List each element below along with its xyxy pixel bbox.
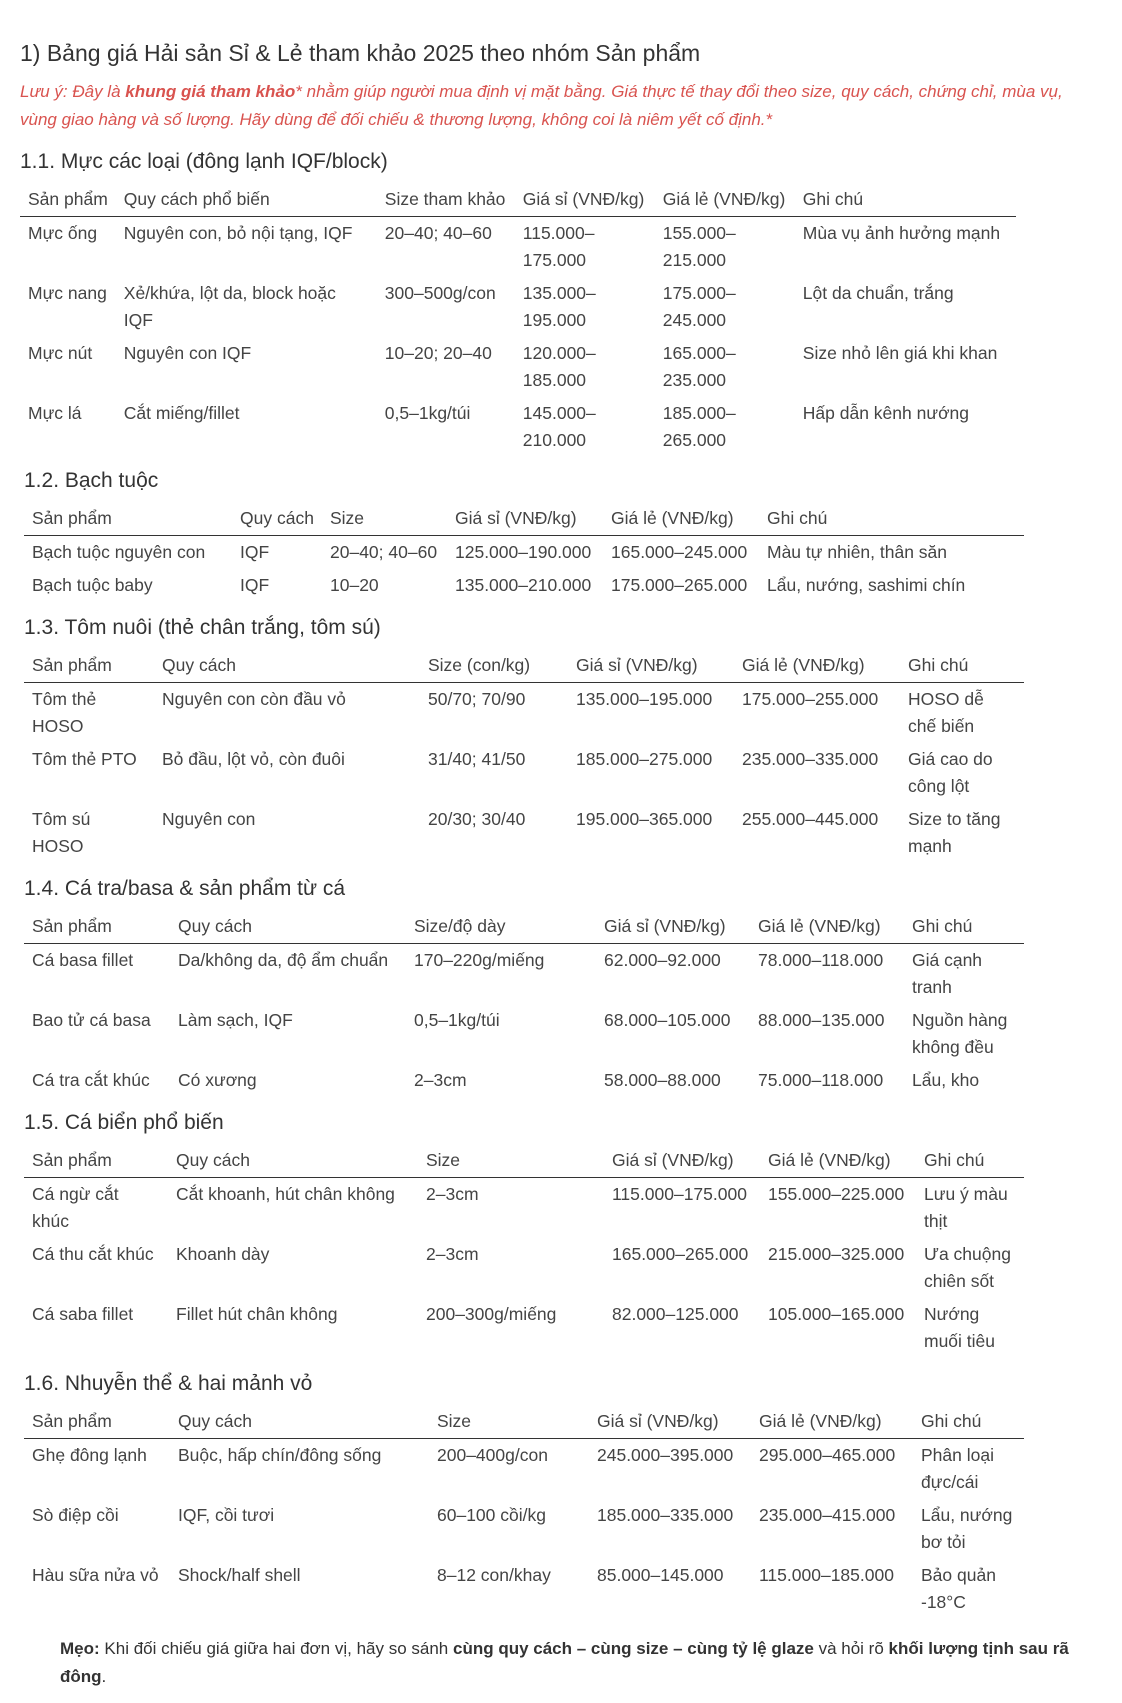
cell-retail: 175.000–245.000 bbox=[662, 283, 736, 330]
cell-note: Ưa chuộng chiên sốt bbox=[924, 1244, 1011, 1291]
table-row bbox=[24, 1004, 1024, 1064]
table-row bbox=[24, 536, 1024, 570]
table-row bbox=[24, 944, 1024, 1005]
cell-retail: 155.000–225.000 bbox=[768, 1184, 905, 1204]
price-table bbox=[24, 503, 1024, 602]
col-header: Size bbox=[322, 503, 447, 536]
cell-size: 0,5–1kg/túi bbox=[384, 403, 471, 423]
table-row bbox=[20, 277, 1016, 337]
col-header: Sản phẩm bbox=[24, 503, 232, 536]
col-header: Giá sỉ (VNĐ/kg) bbox=[589, 1406, 751, 1439]
table-row bbox=[20, 217, 1016, 278]
cell-spec: Nguyên con còn đầu vỏ bbox=[162, 689, 346, 709]
cell-retail: 255.000–445.000 bbox=[742, 809, 879, 829]
section-title: 1.3. Tôm nuôi (thẻ chân trắng, tôm sú) bbox=[24, 616, 381, 639]
col-header: Ghi chú bbox=[900, 650, 1024, 683]
cell-size: 10–20 bbox=[330, 575, 379, 595]
section-title: 1.1. Mực các loại (đông lạnh IQF/block) bbox=[20, 150, 388, 173]
table-row bbox=[20, 397, 1016, 457]
cell-size: 200–400g/con bbox=[437, 1445, 548, 1465]
col-header: Ghi chú bbox=[795, 184, 1016, 217]
cell-note: Lẩu, kho bbox=[912, 1070, 980, 1090]
cell-product: Cá ngừ cắt khúc bbox=[32, 1184, 119, 1231]
cell-product: Hàu sữa nửa vỏ bbox=[32, 1565, 159, 1585]
table-row bbox=[20, 337, 1016, 397]
table-row bbox=[24, 743, 1024, 803]
cell-product: Bạch tuộc baby bbox=[32, 575, 153, 595]
section-squid bbox=[20, 148, 1092, 457]
cell-note: Giá cao do công lột bbox=[908, 749, 993, 796]
cell-size: 300–500g/con bbox=[384, 283, 496, 303]
cell-wholesale: 62.000–92.000 bbox=[604, 950, 721, 970]
col-header: Giá lẻ (VNĐ/kg) bbox=[760, 1145, 916, 1178]
cell-retail: 235.000–415.000 bbox=[759, 1505, 896, 1525]
table-row bbox=[24, 803, 1024, 863]
note-prefix: Lưu ý: Đây là bbox=[20, 82, 126, 101]
cell-spec: IQF bbox=[240, 575, 270, 595]
col-header: Giá sỉ (VNĐ/kg) bbox=[515, 184, 655, 217]
cell-note: Bảo quản -18°C bbox=[921, 1565, 996, 1612]
table-row bbox=[24, 1178, 1024, 1239]
cell-spec: Cắt miếng/fillet bbox=[123, 403, 240, 423]
col-header: Sản phẩm bbox=[24, 650, 154, 683]
table-header-row bbox=[24, 503, 1024, 536]
cell-retail: 155.000–215.000 bbox=[662, 223, 736, 270]
table-header-row bbox=[24, 1145, 1024, 1178]
col-header: Ghi chú bbox=[904, 911, 1024, 944]
col-header: Quy cách bbox=[154, 650, 420, 683]
cell-note: Size to tăng mạnh bbox=[908, 809, 1001, 856]
cell-spec: Làm sạch, IQF bbox=[178, 1010, 293, 1030]
section-sea-fish bbox=[24, 1109, 1092, 1358]
cell-size: 2–3cm bbox=[426, 1244, 479, 1264]
cell-spec: Nguyên con bbox=[162, 809, 256, 829]
table-row bbox=[24, 1064, 1024, 1097]
cell-wholesale: 85.000–145.000 bbox=[597, 1565, 724, 1585]
cell-size: 10–20; 20–40 bbox=[384, 343, 492, 363]
table-row bbox=[24, 569, 1024, 602]
price-table bbox=[20, 184, 1016, 457]
cell-note: Mùa vụ ảnh hưởng mạnh bbox=[802, 223, 1001, 243]
section-title: 1.5. Cá biển phổ biến bbox=[24, 1111, 224, 1134]
col-header: Giá sỉ (VNĐ/kg) bbox=[596, 911, 750, 944]
cell-product: Bạch tuộc nguyên con bbox=[32, 542, 206, 562]
col-header: Ghi chú bbox=[913, 1406, 1024, 1439]
col-header: Giá sỉ (VNĐ/kg) bbox=[604, 1145, 760, 1178]
cell-size: 2–3cm bbox=[426, 1184, 479, 1204]
cell-note: Hấp dẫn kênh nướng bbox=[802, 403, 970, 423]
col-header: Quy cách bbox=[170, 1406, 429, 1439]
cell-product: Tôm thẻ PTO bbox=[32, 749, 137, 769]
cell-retail: 78.000–118.000 bbox=[758, 950, 884, 970]
col-header: Size (con/kg) bbox=[420, 650, 568, 683]
table-header-row bbox=[20, 184, 1016, 217]
section-shrimp bbox=[24, 614, 1092, 863]
col-header: Quy cách bbox=[168, 1145, 418, 1178]
cell-wholesale: 135.000–195.000 bbox=[576, 689, 713, 709]
cell-note: Size nhỏ lên giá khi khan bbox=[802, 343, 998, 363]
cell-wholesale: 135.000–210.000 bbox=[455, 575, 592, 595]
cell-wholesale: 135.000–195.000 bbox=[522, 283, 596, 330]
cell-spec: Shock/half shell bbox=[178, 1565, 301, 1585]
cell-retail: 115.000–185.000 bbox=[759, 1565, 894, 1585]
col-header: Size bbox=[429, 1406, 589, 1439]
price-table bbox=[24, 911, 1024, 1097]
cell-spec: Buộc, hấp chín/đông sống bbox=[178, 1445, 382, 1465]
disclaimer-note bbox=[20, 78, 1090, 134]
table-row bbox=[24, 1439, 1024, 1500]
cell-size: 20–40; 40–60 bbox=[330, 542, 438, 562]
table-row bbox=[24, 683, 1024, 744]
cell-spec: Da/không da, độ ẩm chuẩn bbox=[178, 950, 389, 970]
tip-bold: cùng quy cách – cùng size – cùng tỷ lệ glaze bbox=[452, 1639, 814, 1658]
cell-spec: Nguyên con IQF bbox=[123, 343, 252, 363]
cell-note: Lột da chuẩn, trắng bbox=[802, 283, 954, 303]
cell-wholesale: 58.000–88.000 bbox=[604, 1070, 721, 1090]
section-shellfish bbox=[24, 1370, 1092, 1619]
tip-text: . bbox=[101, 1667, 107, 1686]
cell-retail: 165.000–235.000 bbox=[662, 343, 736, 390]
tip-paragraph bbox=[60, 1635, 1070, 1691]
cell-spec: Fillet hút chân không bbox=[176, 1304, 338, 1324]
cell-product: Cá saba fillet bbox=[32, 1304, 134, 1324]
cell-product: Mực lá bbox=[28, 403, 82, 423]
note-suffix: * nhằm giúp người mua định vị mặt bằng. Giá thực tế thay đổi theo size, quy cách, chứng chỉ, mùa vụ, vùng giao hàng và số lượng. Hãy dùng để đối chiếu & thương lượng, không coi là niêm yết cố định.* bbox=[20, 82, 1063, 129]
cell-size: 20/30; 30/40 bbox=[428, 809, 526, 829]
col-header: Size/độ dày bbox=[406, 911, 596, 944]
cell-product: Cá tra cắt khúc bbox=[32, 1070, 150, 1090]
tip-label: Mẹo: bbox=[60, 1639, 100, 1658]
cell-retail: 175.000–265.000 bbox=[611, 575, 748, 595]
note-bold: khung giá tham khảo bbox=[125, 82, 296, 101]
cell-size: 60–100 cồi/kg bbox=[437, 1505, 546, 1525]
cell-retail: 75.000–118.000 bbox=[758, 1070, 884, 1090]
col-header: Giá lẻ (VNĐ/kg) bbox=[603, 503, 759, 536]
tip-text: Khi đối chiếu giá giữa hai đơn vị, hãy so sánh bbox=[99, 1639, 453, 1658]
table-header-row bbox=[24, 911, 1024, 944]
col-header: Size bbox=[418, 1145, 604, 1178]
cell-retail: 215.000–325.000 bbox=[768, 1244, 905, 1264]
cell-note: Nguồn hàng không đều bbox=[912, 1010, 1008, 1057]
cell-wholesale: 120.000–185.000 bbox=[522, 343, 596, 390]
table-row bbox=[24, 1499, 1024, 1559]
col-header: Sản phẩm bbox=[24, 1145, 168, 1178]
section-octopus bbox=[24, 467, 1092, 602]
cell-size: 50/70; 70/90 bbox=[428, 689, 526, 709]
col-header: Sản phẩm bbox=[20, 184, 116, 217]
cell-product: Mực ống bbox=[28, 223, 98, 243]
col-header: Giá lẻ (VNĐ/kg) bbox=[734, 650, 900, 683]
col-header: Giá sỉ (VNĐ/kg) bbox=[568, 650, 734, 683]
cell-wholesale: 165.000–265.000 bbox=[612, 1244, 749, 1264]
cell-spec: IQF bbox=[240, 542, 270, 562]
cell-retail: 185.000–265.000 bbox=[662, 403, 736, 450]
price-table bbox=[24, 650, 1024, 863]
col-header: Quy cách phổ biến bbox=[116, 184, 377, 217]
cell-retail: 105.000–165.000 bbox=[768, 1304, 905, 1324]
cell-spec: Khoanh dày bbox=[176, 1244, 270, 1264]
cell-retail: 88.000–135.000 bbox=[758, 1010, 885, 1030]
cell-wholesale: 245.000–395.000 bbox=[597, 1445, 734, 1465]
col-header: Quy cách bbox=[232, 503, 322, 536]
col-header: Giá lẻ (VNĐ/kg) bbox=[751, 1406, 913, 1439]
cell-product: Sò điệp cồi bbox=[32, 1505, 119, 1525]
cell-note: Lẩu, nướng, sashimi chín bbox=[767, 575, 966, 595]
cell-retail: 165.000–245.000 bbox=[611, 542, 748, 562]
page-title: 1) Bảng giá Hải sản Sỉ & Lẻ tham khảo 2025 theo nhóm Sản phẩm bbox=[20, 40, 701, 66]
cell-wholesale: 185.000–275.000 bbox=[576, 749, 713, 769]
cell-wholesale: 185.000–335.000 bbox=[597, 1505, 734, 1525]
cell-product: Mực nang bbox=[28, 283, 107, 303]
cell-note: Màu tự nhiên, thân săn bbox=[767, 542, 948, 562]
section-pangasius bbox=[24, 875, 1092, 1097]
col-header: Giá lẻ (VNĐ/kg) bbox=[750, 911, 904, 944]
cell-note: Lưu ý màu thịt bbox=[924, 1184, 1008, 1231]
cell-product: Ghẹ đông lạnh bbox=[32, 1445, 147, 1465]
cell-product: Cá thu cắt khúc bbox=[32, 1244, 154, 1264]
cell-note: Giá cạnh tranh bbox=[912, 950, 983, 997]
cell-note: HOSO dễ chế biến bbox=[908, 689, 984, 736]
cell-spec: Nguyên con, bỏ nội tạng, IQF bbox=[123, 223, 353, 243]
cell-note: Nướng muối tiêu bbox=[924, 1304, 996, 1351]
cell-retail: 175.000–255.000 bbox=[742, 689, 879, 709]
col-header: Sản phẩm bbox=[24, 1406, 170, 1439]
table-row bbox=[24, 1298, 1024, 1358]
table-row bbox=[24, 1238, 1024, 1298]
table-header-row bbox=[24, 650, 1024, 683]
cell-size: 170–220g/miếng bbox=[414, 950, 545, 970]
col-header: Ghi chú bbox=[916, 1145, 1024, 1178]
table-header-row bbox=[24, 1406, 1024, 1439]
cell-size: 8–12 con/khay bbox=[437, 1565, 551, 1585]
cell-wholesale: 125.000–190.000 bbox=[455, 542, 592, 562]
cell-spec: Bỏ đầu, lột vỏ, còn đuôi bbox=[162, 749, 345, 769]
col-header: Sản phẩm bbox=[24, 911, 170, 944]
cell-wholesale: 145.000–210.000 bbox=[522, 403, 596, 450]
cell-wholesale: 68.000–105.000 bbox=[604, 1010, 731, 1030]
cell-spec: Cắt khoanh, hút chân không bbox=[176, 1184, 395, 1204]
cell-product: Bao tử cá basa bbox=[32, 1010, 151, 1030]
cell-product: Mực nút bbox=[28, 343, 93, 363]
section-title: 1.4. Cá tra/basa & sản phẩm từ cá bbox=[24, 877, 346, 900]
cell-wholesale: 115.000–175.000 bbox=[612, 1184, 747, 1204]
cell-spec: IQF, cồi tươi bbox=[178, 1505, 275, 1525]
cell-retail: 235.000–335.000 bbox=[742, 749, 879, 769]
cell-product: Tôm thẻ HOSO bbox=[32, 689, 97, 736]
section-title: 1.6. Nhuyễn thể & hai mảnh vỏ bbox=[24, 1372, 313, 1395]
col-header: Size tham khảo bbox=[377, 184, 515, 217]
cell-size: 31/40; 41/50 bbox=[428, 749, 526, 769]
cell-note: Lẩu, nướng bơ tỏi bbox=[921, 1505, 1013, 1552]
price-table bbox=[24, 1145, 1024, 1358]
col-header: Quy cách bbox=[170, 911, 406, 944]
tip-text: và hỏi rõ bbox=[813, 1639, 889, 1658]
cell-wholesale: 115.000–175.000 bbox=[522, 223, 595, 270]
cell-note: Phân loại đực/cái bbox=[921, 1445, 994, 1492]
col-header: Ghi chú bbox=[759, 503, 1024, 536]
table-row bbox=[24, 1559, 1024, 1619]
cell-retail: 295.000–465.000 bbox=[759, 1445, 896, 1465]
cell-size: 0,5–1kg/túi bbox=[414, 1010, 500, 1030]
section-title: 1.2. Bạch tuộc bbox=[24, 469, 159, 492]
tip-bold: khối lượng tịnh sau rã đông bbox=[60, 1639, 1069, 1686]
cell-spec: Xẻ/khứa, lột da, block hoặc IQF bbox=[123, 283, 336, 330]
cell-product: Tôm sú HOSO bbox=[32, 809, 91, 856]
cell-wholesale: 195.000–365.000 bbox=[576, 809, 713, 829]
cell-product: Cá basa fillet bbox=[32, 950, 134, 970]
cell-spec: Có xương bbox=[178, 1070, 257, 1090]
col-header: Giá lẻ (VNĐ/kg) bbox=[655, 184, 795, 217]
cell-size: 2–3cm bbox=[414, 1070, 467, 1090]
cell-size: 200–300g/miếng bbox=[426, 1304, 557, 1324]
price-table bbox=[24, 1406, 1024, 1619]
cell-wholesale: 82.000–125.000 bbox=[612, 1304, 739, 1324]
col-header: Giá sỉ (VNĐ/kg) bbox=[447, 503, 603, 536]
cell-size: 20–40; 40–60 bbox=[384, 223, 492, 243]
